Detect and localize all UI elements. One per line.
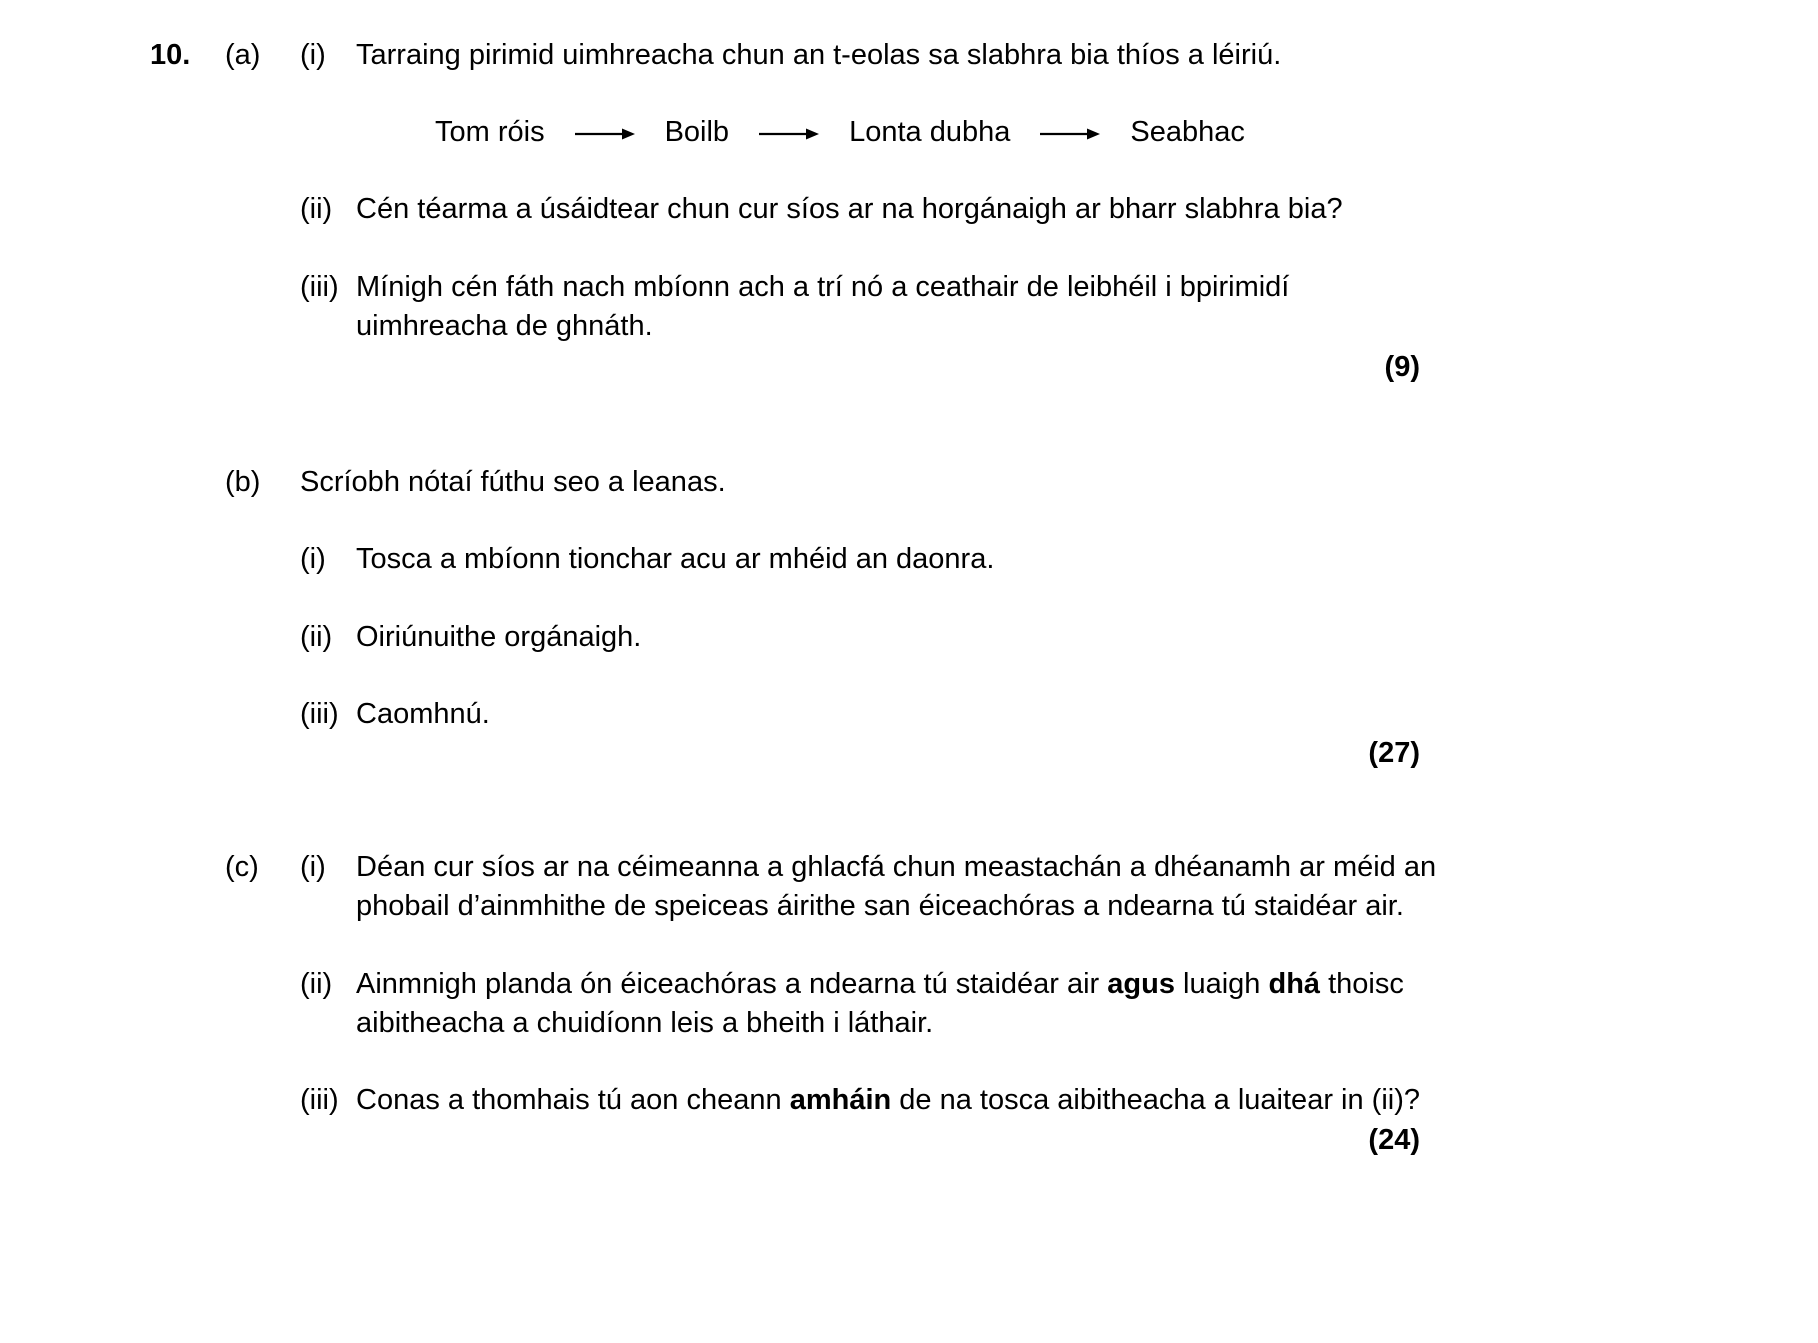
marks-b: (27): [1368, 737, 1420, 769]
row-b-intro: [150, 463, 1420, 502]
part-a-label: (a): [225, 39, 261, 71]
item-b-i-label: (i): [300, 543, 326, 575]
arrow-right-icon: [575, 113, 635, 152]
item-a-iii-text: Mínigh cén fáth nach mbíonn ach a trí nó a ceathair de leibhéil i bpirimidí uimhreacha de ghnáth.: [356, 271, 1290, 342]
food-chain-term: Seabhac: [1130, 116, 1245, 148]
part-b-label: (b): [225, 466, 261, 498]
item-a-i-label: (i): [300, 39, 326, 71]
part-b-intro: Scríobh nótaí fúthu seo a leanas.: [300, 466, 726, 498]
arrow-right-icon: [1040, 113, 1100, 152]
marks-c: (24): [1368, 1124, 1420, 1156]
arrow-right-icon: [759, 113, 819, 152]
item-b-ii-text: Oiriúnuithe orgánaigh.: [356, 621, 642, 653]
item-a-i-text: Tarraing pirimid uimhreacha chun an t-eolas sa slabhra bia thíos a léiriú.: [356, 39, 1282, 71]
marks-a: (9): [1384, 351, 1420, 383]
item-c-iii-text: Conas a thomhais tú aon cheann amháin de na tosca aibitheacha a luaitear in (ii)?: [356, 1084, 1420, 1116]
question-number: 10.: [150, 39, 191, 71]
row-a-i: [150, 36, 1420, 75]
item-a-ii-label: (ii): [300, 193, 333, 225]
food-chain: [435, 113, 1420, 152]
item-c-ii-text: Ainmnigh planda ón éiceachóras a ndearna tú staidéar air agus luaigh dhá thoisc aibitheacha a chuidíonn leis a bheith i láthair.: [356, 968, 1404, 1039]
food-chain-term: Tom róis: [435, 116, 545, 148]
row-c-i: [150, 848, 1437, 926]
row-c-ii: [150, 965, 1420, 1043]
item-b-iii-label: (iii): [300, 698, 339, 730]
row-b-i: [150, 540, 1420, 579]
item-c-ii-label: (ii): [300, 968, 333, 1000]
item-b-i-text: Tosca a mbíonn tionchar acu ar mhéid an daonra.: [356, 543, 995, 575]
item-a-ii-text: Cén téarma a úsáidtear chun cur síos ar na horgánaigh ar bharr slabhra bia?: [356, 193, 1343, 225]
item-b-iii-text: Caomhnú.: [356, 698, 490, 730]
row-c-iii: [150, 1081, 1420, 1120]
food-chain-term: Lonta dubha: [849, 116, 1011, 148]
row-a-ii: [150, 190, 1420, 229]
row-a-iii: [150, 268, 1420, 346]
item-c-i-label: (i): [300, 851, 326, 883]
item-c-iii-label: (iii): [300, 1084, 339, 1116]
item-c-i-text: Déan cur síos ar na céimeanna a ghlacfá chun meastachán a dhéanamh ar méid an phobail d’ainmhithe de speiceas áirithe san éiceachóras a ndearna tú staidéar air.: [356, 851, 1437, 922]
item-b-ii-label: (ii): [300, 621, 333, 653]
item-a-iii-label: (iii): [300, 271, 339, 303]
part-c-label: (c): [225, 851, 259, 883]
food-chain-term: Boilb: [664, 116, 730, 148]
row-b-iii: [150, 695, 1420, 734]
row-b-ii: [150, 618, 1420, 657]
